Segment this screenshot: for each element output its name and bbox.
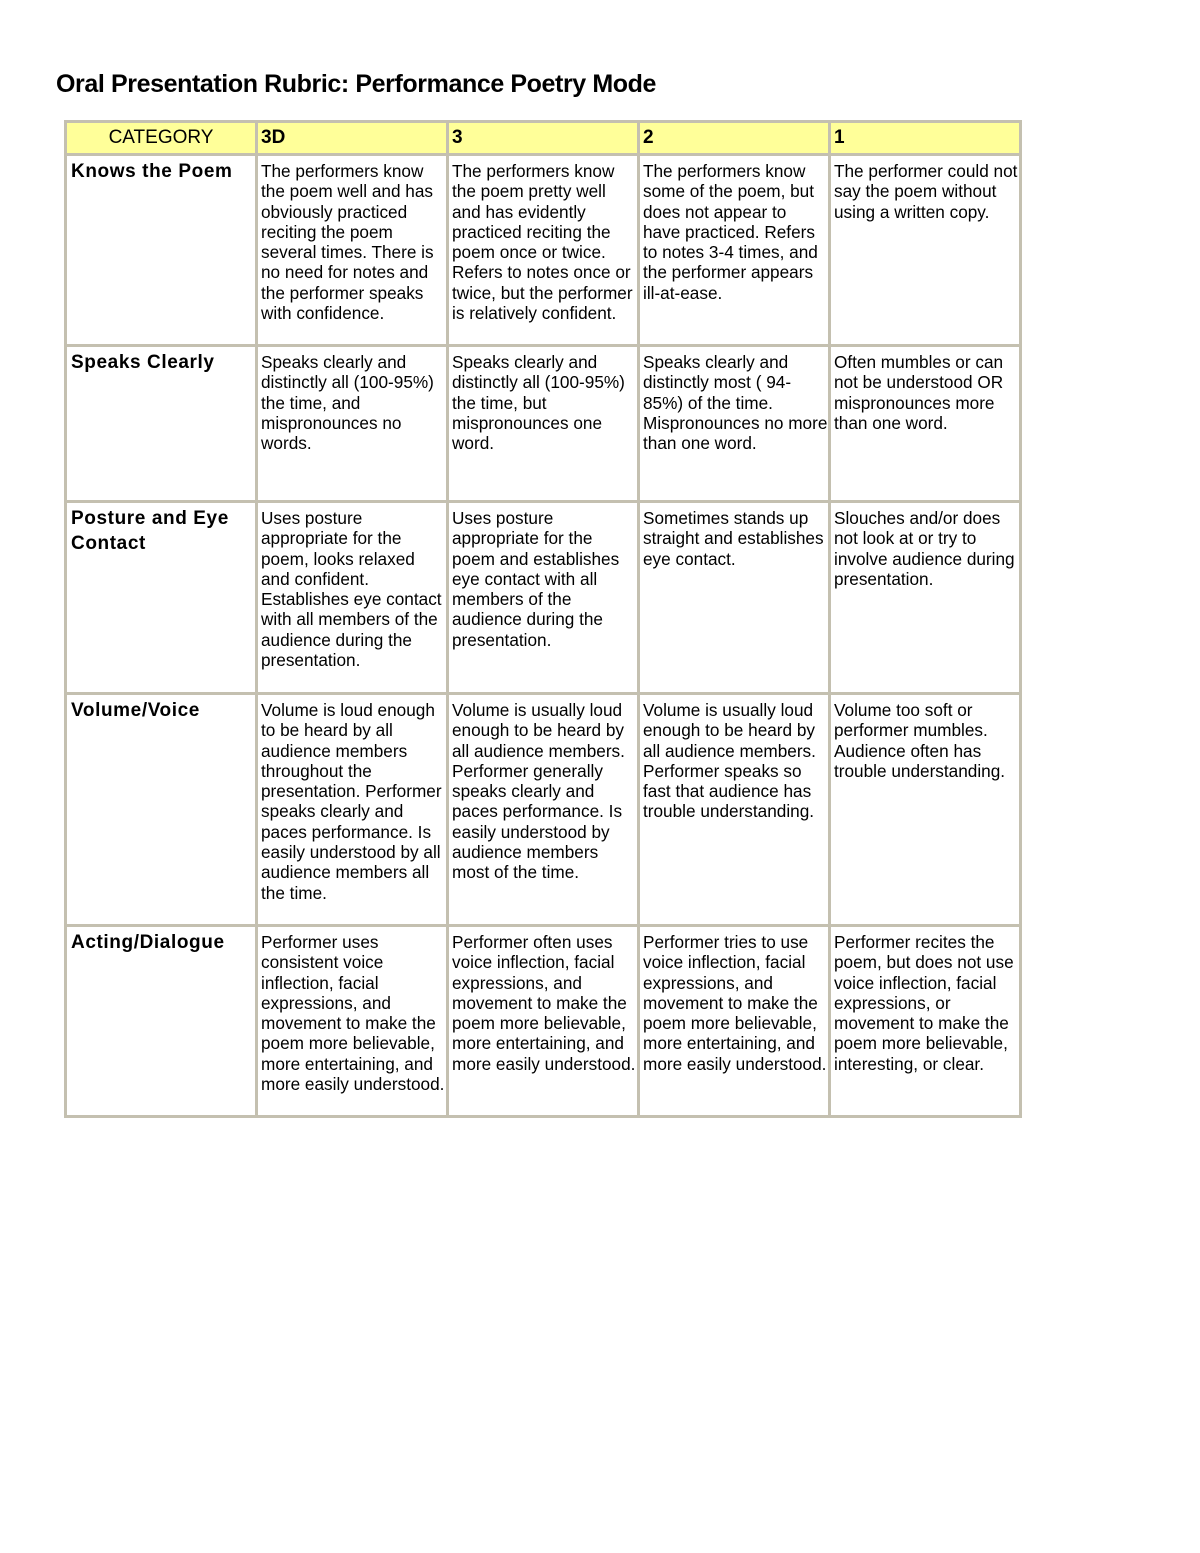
rubric-cell: Speaks clearly and distinctly all (100-95%) the time, but mispronounces one word. <box>449 347 640 503</box>
rubric-cell: Volume too soft or performer mumbles. Audience often has trouble understanding. <box>831 695 1022 927</box>
rubric-row-volume-voice <box>67 695 1022 927</box>
rubric-row-acting-dialogue <box>67 927 1022 1118</box>
rubric-cell: Volume is loud enough to be heard by all audience members throughout the presentation. Performer speaks clearly and paces performance. Is easily understood by all audience members all the time. <box>258 695 449 927</box>
rubric-row-knows-the-poem <box>67 156 1022 347</box>
rubric-cell: The performers know the poem well and has obviously practiced reciting the poem several times. There is no need for notes and the performer speaks with confidence. <box>258 156 449 347</box>
rubric-cell: Speaks clearly and distinctly most ( 94-85%) of the time. Mispronounces no more than one word. <box>640 347 831 503</box>
rubric-cell: Performer tries to use voice inflection, facial expressions, and movement to make the poem more believable, more entertaining, and more easily understood. <box>640 927 831 1118</box>
rubric-cell: Uses posture appropriate for the poem and establishes eye contact with all members of the audience during the presentation. <box>449 503 640 695</box>
header-level-1: 1 <box>831 123 1022 156</box>
header-category: CATEGORY <box>67 123 258 156</box>
rubric-cell: Volume is usually loud enough to be heard by all audience members. Performer speaks so fast that audience has trouble understanding. <box>640 695 831 927</box>
row-category: Acting/Dialogue <box>67 927 258 1118</box>
page-title: Oral Presentation Rubric: Performance Poetry Mode <box>56 70 657 98</box>
row-category: Posture and Eye Contact <box>67 503 258 695</box>
rubric-cell: Often mumbles or can not be understood OR mispronounces more than one word. <box>831 347 1022 503</box>
rubric-row-posture-and-eye-contact <box>67 503 1022 695</box>
rubric-cell: The performer could not say the poem without using a written copy. <box>831 156 1022 347</box>
header-level-3d: 3D <box>258 123 449 156</box>
row-category: Knows the Poem <box>67 156 258 347</box>
rubric-cell: Sometimes stands up straight and establishes eye contact. <box>640 503 831 695</box>
header-row <box>67 123 1022 156</box>
rubric-cell: The performers know some of the poem, but does not appear to have practiced. Refers to notes 3-4 times, and the performer appears ill-at-ease. <box>640 156 831 347</box>
rubric-row-speaks-clearly <box>67 347 1022 503</box>
rubric-cell: Speaks clearly and distinctly all (100-95%) the time, and mispronounces no words. <box>258 347 449 503</box>
rubric-cell: Performer recites the poem, but does not use voice inflection, facial expressions, or movement to make the poem more believable, interesting, or clear. <box>831 927 1022 1118</box>
rubric-cell: Volume is usually loud enough to be heard by all audience members. Performer generally speaks clearly and paces performance. Is easily understood by audience members most of the time. <box>449 695 640 927</box>
rubric-cell: Uses posture appropriate for the poem, looks relaxed and confident. Establishes eye contact with all members of the audience during the presentation. <box>258 503 449 695</box>
header-level-2: 2 <box>640 123 831 156</box>
row-category: Speaks Clearly <box>67 347 258 503</box>
rubric-cell: Performer uses consistent voice inflection, facial expressions, and movement to make the poem more believable, more entertaining, and more easily understood. <box>258 927 449 1118</box>
rubric-cell: Performer often uses voice inflection, facial expressions, and movement to make the poem more believable, more entertaining, and more easily understood. <box>449 927 640 1118</box>
rubric-cell: The performers know the poem pretty well and has evidently practiced reciting the poem once or twice. Refers to notes once or twice, but the performer is relatively confident. <box>449 156 640 347</box>
row-category: Volume/Voice <box>67 695 258 927</box>
header-level-3: 3 <box>449 123 640 156</box>
rubric-table <box>64 120 1022 1118</box>
rubric-cell: Slouches and/or does not look at or try to involve audience during presentation. <box>831 503 1022 695</box>
